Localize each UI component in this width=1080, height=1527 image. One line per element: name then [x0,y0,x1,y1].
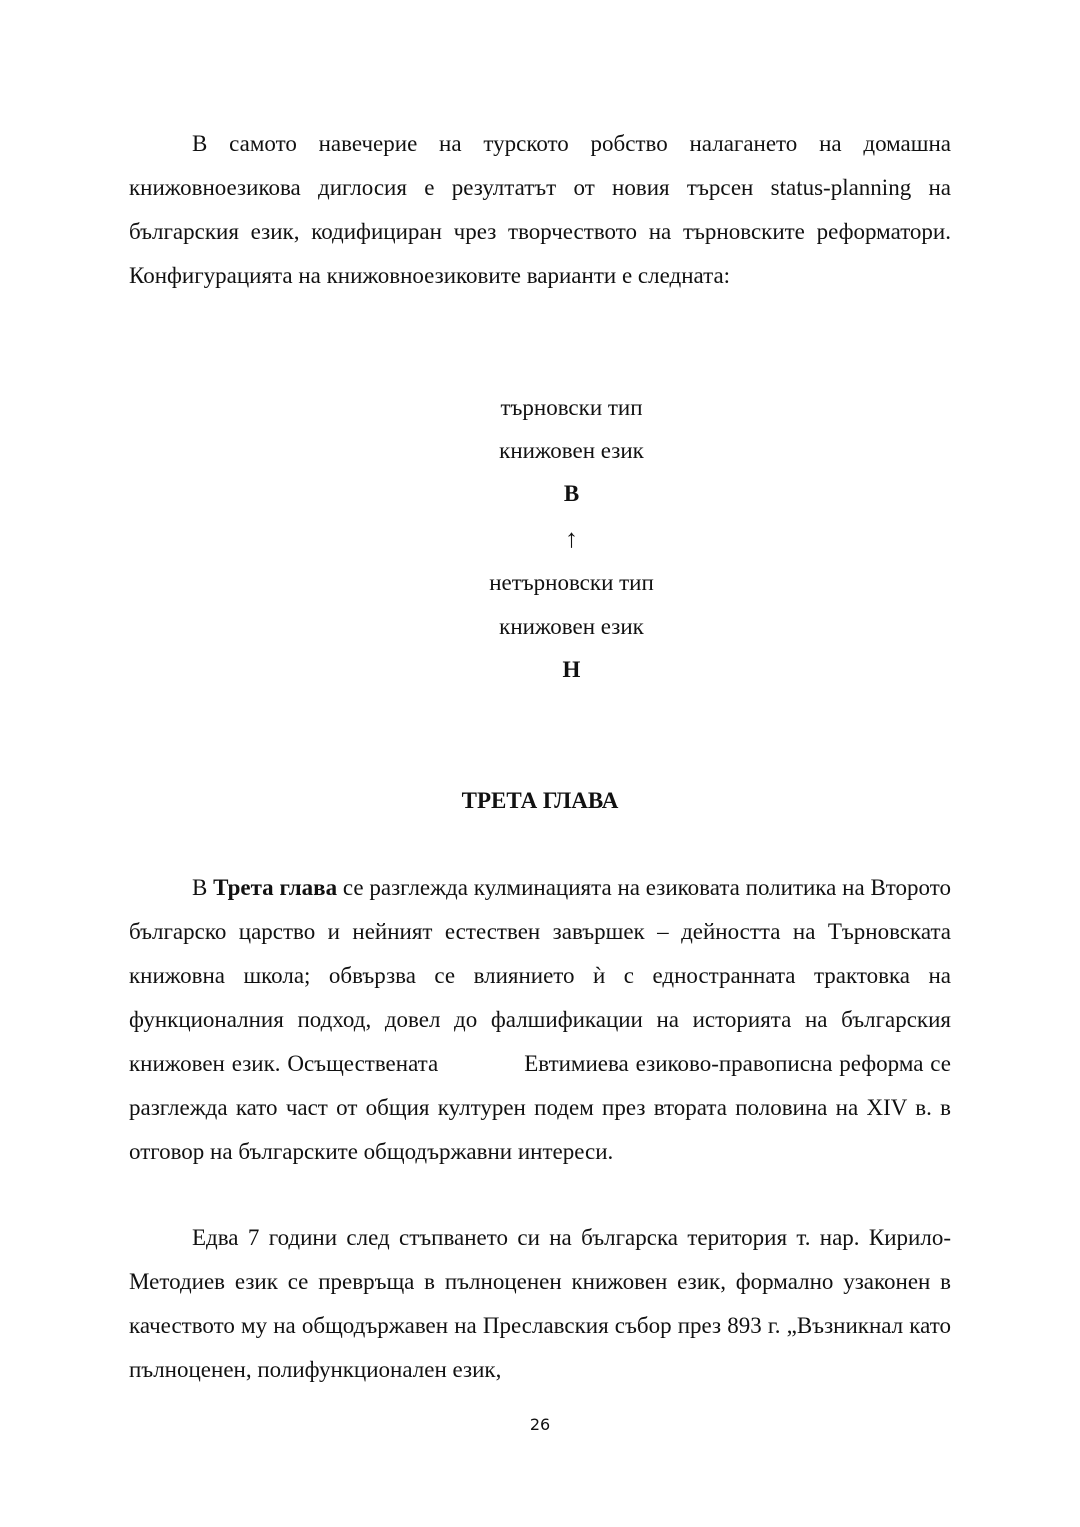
diagram-low-label: Н [562,657,581,682]
paragraph-lead: В [192,875,214,900]
chapter-heading: ТРЕТА ГЛАВА [461,788,619,813]
chapter-name-bold: Трета глава [213,875,338,900]
paragraph-diglossia: В самото навечерие на турското робство налагането на домашна книжовноезикова диглосия е резултатът от новия търсен status-planning на българския език, кодифициран чрез творчеството на търновските реформатори. Конфигурацията на книжовноезиковите варианти е следната: [129,131,951,288]
paragraph-chapter-three [129,866,951,1174]
diagram-up-arrow: ↑ [565,524,578,553]
diagram-high-line1: търновски тип [500,395,643,420]
diagram-high-line2: книжовен език [499,438,644,463]
paragraph-text-b: Евтимиева езиково-правописна реформа се разглежда като част от общия културен подем през втората половина на XIV в. в отговор на българските общодържавни интереси. [129,1051,951,1164]
diagram-low-line1: нетърновски тип [489,570,654,595]
page-number: 26 [529,1415,551,1434]
paragraph-text-a: се разглежда кулминацията на езиковата политика на Второто българско царство и нейният естествен завършек – дейността на Търновската книжовна школа; обвързва се влиянието ѝ с едностранната трактовка на функционалния подход, довел до фалшификации на историята на българския книжовен език. Осъществената [129,875,951,1076]
paragraph-cyril-methodius: Едва 7 години след стъпването си на българска територия т. нар. Кирило-Методиев език се превръща в пълноценен книжовен език, формално узаконен в качеството му на общодържавен на Преславския събор през 893 г. „Възникнал като пълноценен, полифункционален език, [129,1225,951,1382]
diagram-low-line2: книжовен език [499,614,644,639]
diagram-high-label: В [563,481,580,506]
